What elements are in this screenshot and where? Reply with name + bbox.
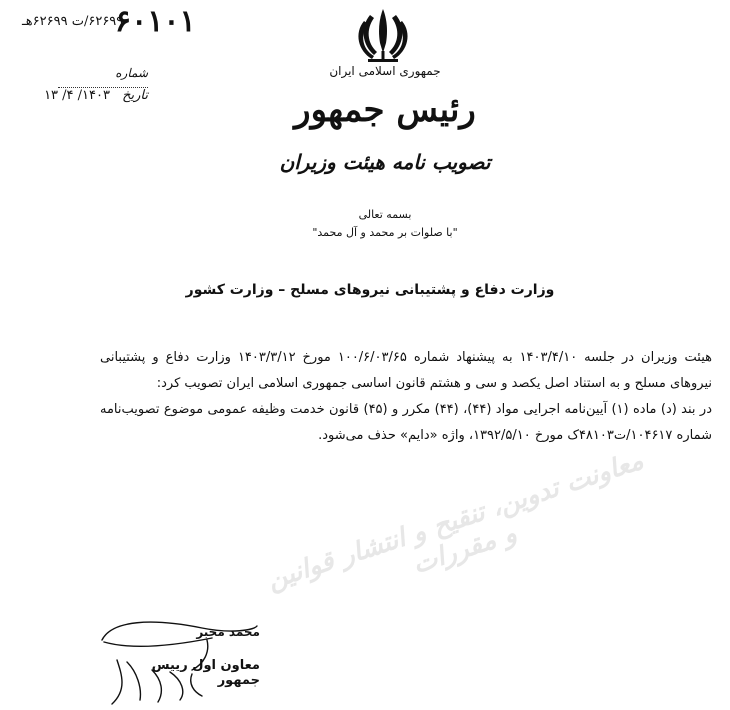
body-paragraph-1: هیئت وزیران در جلسه ۱۴۰۳/۴/۱۰ به پیشنهاد شماره ۱۰۰/۶/۰۳/۶۵ مورخ ۱۴۰۳/۳/۱۲ وزارت دفاع و پشتیبانی نیروهای مسلح و به استناد اصل یکصد و سی و هشتم قانون اساسی جمهوری اسلامی ایران تصویب کرد: xyxy=(100,350,712,391)
page-subtitle: تصویب نامه هیئت وزیران xyxy=(279,150,491,174)
watermark: معاونت تدوین، تنقیح و انتشار قوانین و مقررات xyxy=(263,445,647,596)
reference-number: ۶۲۶۹۹/ت ۶۲۶۹۹هـ xyxy=(22,14,124,29)
decree-body xyxy=(100,345,712,449)
body-paragraph-2: در بند (د) ماده (۱) آیین‌نامه اجرایی مواد (۴۴)، (۴۴) مکرر و (۴۵) قانون خدمت وظیفه عمومی موضوع تصویب‌نامه شماره ۱۰۴۶۱۷/ت۴۸۱۰۳ک مورخ ۱۳۹۲/۵/۱۰، واژه «دایم» حذف می‌شود. xyxy=(100,402,712,443)
recipients: وزارت دفاع و پشتیبانی نیروهای مسلح – وزارت کشور xyxy=(185,282,555,298)
page-title: رئیس جمهور xyxy=(294,90,476,130)
country-name: جمهوری اسلامی ایران xyxy=(329,64,441,78)
date-field xyxy=(18,88,148,103)
handwritten-signature-icon xyxy=(92,600,262,708)
signer-title: معاون اول رییس جمهور xyxy=(151,658,260,688)
date-label: تاریخ xyxy=(122,88,148,103)
signer-name: محمد مخبر xyxy=(196,625,260,639)
document-number: ۶۰۱۰۱ xyxy=(115,4,196,39)
iran-emblem-icon xyxy=(350,5,416,65)
date-value: ۱۴۰۳/ ۴/ ۱۳ xyxy=(44,88,110,103)
salutation: "با صلوات بر محمد و آل محمد" xyxy=(312,226,458,239)
number-label: شماره xyxy=(115,66,148,80)
invocation: بسمه تعالی xyxy=(358,208,412,221)
